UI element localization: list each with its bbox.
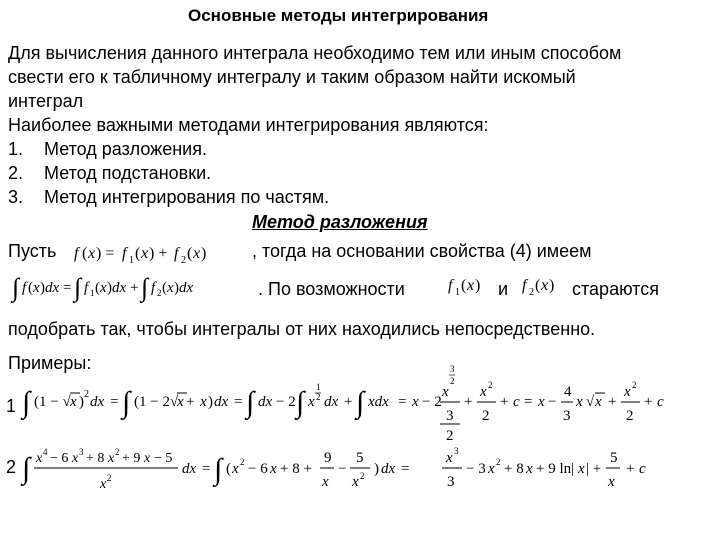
method-item-1: [8, 138, 207, 160]
svg-text:∫: ∫: [356, 386, 365, 419]
svg-text:=: =: [110, 394, 119, 410]
svg-text:c: c: [513, 394, 520, 410]
svg-text:): ): [201, 245, 207, 262]
svg-text:9: 9: [324, 450, 332, 466]
svg-text:(1 − √: (1 − √: [34, 394, 71, 410]
example-1-number: 1: [6, 396, 17, 416]
svg-text:x: x: [144, 451, 151, 466]
svg-text:): ): [475, 277, 481, 294]
svg-text:f: f: [448, 277, 453, 294]
method-number: 3.: [8, 187, 24, 207]
svg-text:x: x: [446, 450, 453, 466]
svg-text:=: =: [401, 461, 410, 477]
svg-text:2: 2: [488, 380, 493, 390]
formula-integral-sum: [10, 268, 260, 308]
svg-text:x: x: [72, 451, 79, 466]
svg-text:x: x: [100, 477, 107, 492]
svg-text:− 6: − 6: [248, 461, 268, 477]
method-label: Метод подстановки.: [44, 163, 212, 183]
svg-text:): ): [40, 280, 45, 296]
svg-text:x: x: [141, 245, 149, 262]
svg-text:3: 3: [563, 408, 571, 424]
page-title: Основные методы интегрирования: [188, 6, 489, 25]
svg-text:x: x: [412, 394, 419, 410]
svg-text:(: (: [95, 280, 100, 296]
svg-text:x: x: [467, 277, 475, 294]
svg-text:x: x: [308, 394, 315, 410]
svg-text:dx: dx: [381, 461, 396, 477]
svg-text:(: (: [535, 277, 541, 294]
svg-text:∫: ∫: [141, 273, 149, 302]
svg-text:| +: | +: [586, 461, 602, 477]
method-number: 2.: [8, 163, 24, 183]
svg-text:+ 9: + 9: [122, 451, 141, 466]
svg-text:2: 2: [360, 471, 365, 481]
svg-text:2: 2: [482, 408, 490, 424]
svg-text:f: f: [74, 245, 79, 262]
svg-text:− 5: − 5: [154, 451, 173, 466]
svg-text:+: +: [130, 280, 139, 296]
svg-text:+ 8 +: + 8 +: [280, 461, 312, 477]
svg-text:x: x: [526, 461, 533, 477]
svg-text:3: 3: [450, 364, 455, 374]
svg-text:): ): [174, 280, 179, 296]
svg-text:+ 9 ln|: + 9 ln|: [536, 461, 575, 477]
svg-text:+: +: [608, 394, 617, 410]
last-line: подобрать так, чтобы интегралы от них находились непосредственно.: [8, 319, 596, 339]
svg-text:dx: dx: [179, 280, 194, 296]
possible-text: . По возможности: [258, 279, 405, 299]
method-label: Метод разложения.: [44, 139, 207, 159]
method-label: Метод интегрирования по частям.: [44, 187, 330, 207]
svg-text:=: =: [63, 280, 72, 296]
svg-text:2: 2: [529, 287, 534, 298]
svg-text:(: (: [162, 280, 167, 296]
svg-text:dx: dx: [258, 394, 273, 410]
intro-line-1: Для вычисления данного интеграла необходимо тем или иным способом: [8, 43, 622, 63]
svg-text:): ): [549, 277, 555, 294]
svg-text:+ 8: + 8: [86, 451, 105, 466]
svg-text:2: 2: [626, 408, 634, 424]
svg-text:∫: ∫: [12, 273, 20, 302]
svg-text:x: x: [608, 474, 615, 490]
example-2-formula: [20, 440, 710, 500]
method-number: 1.: [8, 139, 24, 159]
let-word: Пусть: [8, 241, 57, 261]
svg-text:∫: ∫: [214, 453, 223, 486]
svg-text:∫: ∫: [22, 386, 31, 419]
svg-text:x: x: [70, 394, 77, 410]
svg-text:): ): [79, 394, 84, 410]
svg-text:f: f: [84, 280, 89, 296]
svg-text:2: 2: [446, 428, 454, 444]
svg-text:2: 2: [496, 457, 501, 467]
svg-text:=: =: [524, 394, 533, 410]
method-item-2: [8, 162, 212, 184]
svg-text:x: x: [232, 461, 239, 477]
svg-text:∫: ∫: [74, 273, 82, 302]
svg-text:2: 2: [107, 473, 112, 483]
svg-text:(: (: [187, 245, 193, 262]
svg-text:∫: ∫: [296, 386, 305, 419]
try-word: стараются: [572, 279, 659, 299]
svg-text:5: 5: [610, 450, 618, 466]
svg-text:x: x: [578, 461, 585, 477]
svg-text:∫: ∫: [246, 386, 255, 419]
svg-text:): ): [208, 394, 213, 410]
method-item-3: [8, 186, 330, 208]
svg-text:dx: dx: [214, 394, 229, 410]
svg-text:−: −: [548, 394, 557, 410]
svg-text:) =: ) =: [96, 245, 115, 262]
svg-text:x: x: [36, 451, 43, 466]
svg-text:c: c: [657, 394, 664, 410]
svg-text:f: f: [522, 277, 527, 294]
formula-decomposition: [72, 238, 248, 268]
svg-text:+: +: [500, 394, 509, 410]
svg-text:3: 3: [447, 474, 455, 490]
intro-line-2: свести его к табличному интегралу и таким образом найти искомый: [8, 67, 576, 87]
svg-text:2: 2: [157, 288, 162, 298]
svg-text:− 3: − 3: [466, 461, 486, 477]
svg-text:(1 − 2√: (1 − 2√: [134, 394, 179, 410]
section-heading: Метод разложения: [252, 212, 428, 232]
svg-text:1: 1: [90, 288, 95, 298]
svg-text:(: (: [28, 280, 33, 296]
example-1-formula: [20, 362, 710, 452]
svg-text:− 2: − 2: [422, 394, 442, 410]
svg-text:x: x: [624, 384, 631, 400]
svg-text:− 6: − 6: [50, 451, 69, 466]
svg-text:x: x: [442, 384, 449, 400]
svg-text:4: 4: [43, 447, 48, 457]
svg-text:2: 2: [115, 447, 120, 457]
svg-text:∫: ∫: [22, 452, 31, 485]
svg-text:f: f: [22, 280, 27, 296]
svg-text:∫: ∫: [122, 386, 131, 419]
svg-text:+: +: [344, 394, 353, 410]
svg-text:4: 4: [564, 384, 572, 400]
svg-text:dx: dx: [182, 461, 197, 477]
svg-text:=: =: [202, 461, 211, 477]
svg-text:5: 5: [356, 450, 364, 466]
svg-text:dx: dx: [112, 280, 127, 296]
svg-text:xdx: xdx: [368, 394, 389, 410]
svg-text:): ): [107, 280, 112, 296]
svg-text:+: +: [644, 394, 653, 410]
svg-text:x: x: [538, 394, 545, 410]
svg-text:3: 3: [446, 408, 454, 424]
svg-text:x: x: [167, 280, 174, 296]
svg-text:2: 2: [181, 255, 186, 266]
svg-text:x: x: [177, 394, 184, 410]
condition-text: , тогда на основании свойства (4) имеем: [252, 241, 592, 261]
svg-text:−: −: [338, 461, 347, 477]
svg-text:2: 2: [84, 389, 89, 400]
svg-text:− 2: − 2: [276, 394, 296, 410]
svg-text:f: f: [174, 245, 179, 262]
svg-text:(: (: [82, 245, 88, 262]
svg-text:1: 1: [129, 255, 134, 266]
intro-line-3: интеграл: [8, 91, 84, 111]
svg-text:x: x: [480, 384, 487, 400]
svg-text:x: x: [88, 245, 96, 262]
svg-text:x: x: [541, 277, 549, 294]
svg-text:2: 2: [316, 392, 321, 402]
svg-text:dx: dx: [90, 394, 105, 410]
svg-text:+: +: [186, 394, 195, 410]
svg-text:(: (: [226, 461, 231, 477]
and-word: и: [498, 279, 509, 299]
svg-text:f: f: [122, 245, 127, 262]
svg-text:x: x: [352, 474, 359, 490]
svg-text:x: x: [108, 451, 115, 466]
formula-f2: [520, 270, 570, 300]
svg-text:(: (: [461, 277, 467, 294]
svg-text:x: x: [33, 280, 40, 296]
intro-line-4: Наиболее важными методами интегрирования являются:: [8, 115, 489, 135]
svg-text:=: =: [234, 394, 243, 410]
svg-text:2: 2: [632, 380, 637, 390]
svg-text:+: +: [626, 461, 635, 477]
examples-label: Примеры:: [8, 353, 92, 373]
svg-text:3: 3: [79, 447, 84, 457]
formula-f1: [446, 270, 494, 300]
svg-text:+: +: [464, 394, 473, 410]
svg-text:x: x: [576, 394, 583, 410]
svg-text:(: (: [135, 245, 141, 262]
svg-text:=: =: [398, 394, 407, 410]
svg-text:x: x: [322, 474, 329, 490]
svg-text:1: 1: [316, 382, 321, 392]
svg-text:x: x: [270, 461, 277, 477]
svg-text:x: x: [193, 245, 201, 262]
svg-text:+ 8: + 8: [504, 461, 524, 477]
svg-text:2: 2: [240, 457, 245, 467]
svg-text:f: f: [151, 280, 156, 296]
example-2-number: 2: [6, 457, 17, 477]
svg-text:x: x: [595, 394, 602, 410]
svg-text:) +: ) +: [149, 245, 168, 262]
svg-text:2: 2: [450, 376, 455, 386]
svg-text:3: 3: [454, 446, 459, 456]
svg-text:1: 1: [455, 287, 460, 298]
svg-text:): ): [374, 461, 379, 477]
svg-text:dx: dx: [324, 394, 339, 410]
svg-text:x: x: [100, 280, 107, 296]
svg-text:dx: dx: [45, 280, 60, 296]
svg-text:√: √: [586, 394, 595, 410]
svg-text:x: x: [200, 394, 207, 410]
svg-text:c: c: [639, 461, 646, 477]
svg-text:x: x: [488, 461, 495, 477]
